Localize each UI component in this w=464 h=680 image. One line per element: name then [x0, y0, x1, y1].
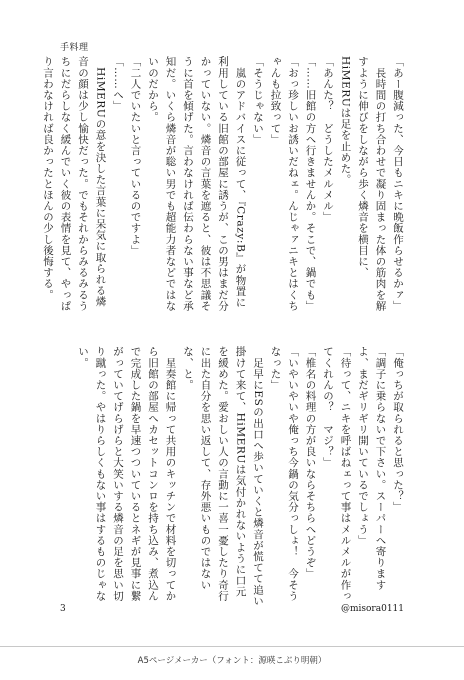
paragraph: 「そうじゃない」 — [252, 56, 264, 145]
running-title: 手料理 — [60, 43, 89, 53]
paragraph: 「あんた？ どうしたメルメル」 — [322, 56, 334, 223]
paragraph: 嵐のアドバイスに従って、『Crazy:B』が物置に利用している旧館の部屋に誘うが、この男はまだ分かっていない。燐音の言葉を遮ると、彼は不思議そうに首を傾げた。言わなければ伝わらない事など承知だ。いくら燐音が聡い男でも超能力者などではないのだから。 — [147, 56, 247, 312]
footer-divider — [0, 646, 464, 647]
author-handle: @misora0111 — [340, 604, 404, 614]
paragraph: 長時間の打ち合わせで凝り固まった体の筋肉を解すように伸びをしながら歩く燐音を横目に、HiMERUは足を止めた。 — [339, 56, 387, 312]
paragraph: 「あー腹減った、今日もニキに晩飯作らせるかァ」 — [392, 56, 404, 312]
paragraph: 足早にESの出口へ歩いていくと燐音が慌てて追い掛けて来て、HiMERUは気付かれないように口元を緩めた。愛おしい人の言動に一喜一憂したり奇行に出た自分を思い返して、存外悪いものではないな、と。 — [182, 346, 264, 607]
text-block-bottom — [58, 346, 406, 608]
paragraph: 「調子に乗らないで下さい。スーパーへ寄りますよ、まだギリギリ開いているでしょう」 — [357, 346, 387, 591]
text-block-top — [42, 56, 406, 318]
generator-credit: A5ページメーカー（フォント：源暎こぶり明朝） — [137, 656, 327, 666]
page-number: 3 — [60, 604, 66, 614]
paragraph: 「おっ珍しいお誘いだねェ。んじゃァニキとはくちゃんも拉致って」 — [269, 56, 299, 312]
paragraph: 「いやいやいや俺っち今鍋の気分っしょ！ 今そうなった」 — [269, 346, 299, 602]
paragraph: 「……旧館の方へ行きませんか。そこで、鍋でも」 — [304, 56, 317, 312]
paragraph: 「……へ」 — [112, 56, 124, 112]
paragraph: 「二人でいたいと言っているのですよ」 — [129, 56, 142, 256]
paragraph: 「椎名の料理の方が良いならそちらへどうぞ」 — [304, 346, 317, 580]
paragraph: 星奏館に帰って共用のキッチンで材料を切ってから旧館の部屋へカセットコンロを持ち込み、煮込んで完成した鍋を早速つついているとネギが見事に繋がっていてげらげらと大笑いする燐音の足を思い切り蹴った。やはりらしくもない事はするものじゃない。 — [77, 346, 177, 602]
paragraph: 「俺っちが取られると思った？」 — [392, 346, 404, 513]
paragraph: HiMERUの意を決した言葉に呆気に取られる燐音の顔は少し愉快だった。でもそれからみるみるうちにだらしなく緩んでいく彼の表情を見て、やっぱり言わなければ良かったとほんの少し後悔する。 — [42, 56, 107, 312]
paragraph: 「待って、ニキを呼ばねェって事はメルメルが作ってくれんの？ マジ？」 — [322, 346, 352, 602]
